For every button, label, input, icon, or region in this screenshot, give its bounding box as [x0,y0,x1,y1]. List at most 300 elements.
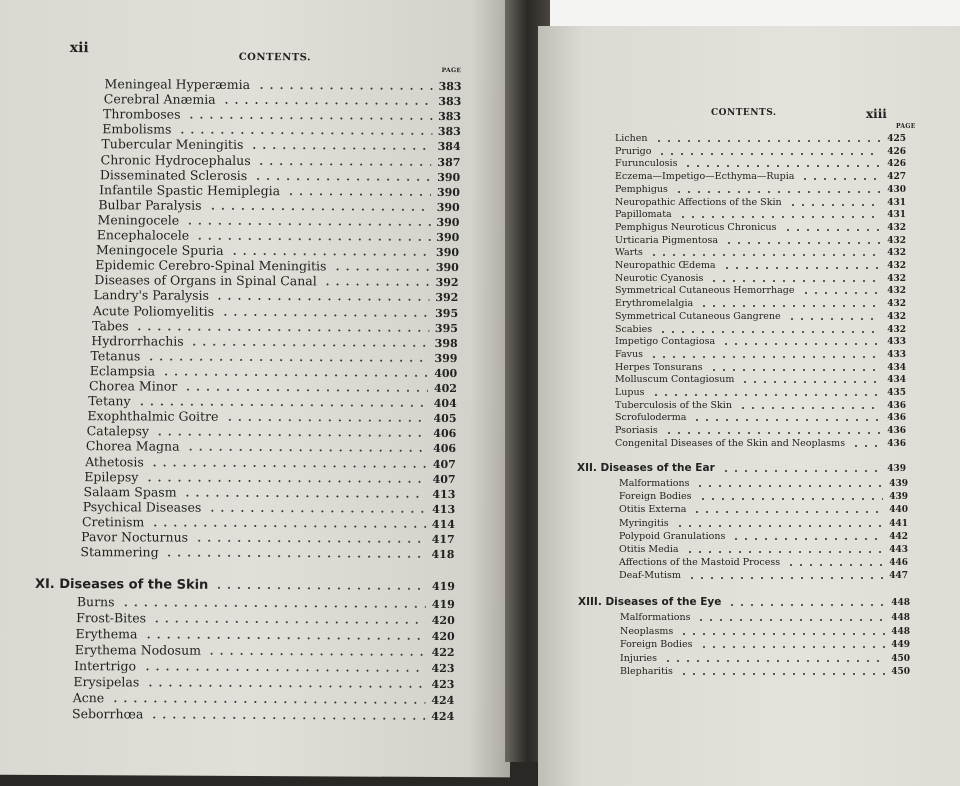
entry-page-number: 449 [891,640,910,650]
toc-entry [86,440,456,456]
dot-leader [165,555,426,558]
entry-title: Tetanus [90,347,141,364]
entry-page-number: 413 [432,502,456,516]
toc-entry [615,324,906,336]
toc-entry [620,626,910,638]
entry-title: Athetosis [85,453,144,469]
entry-page-number: 427 [887,172,906,183]
running-head: CONTENTS. [238,51,312,64]
entry-page-number: 436 [887,438,906,449]
dot-leader [215,298,429,301]
dot-leader [695,485,883,487]
entry-title: Exophthalmic Goitre [87,408,219,425]
toc-entry [91,334,457,350]
dot-leader [183,494,427,497]
entry-page-number: 395 [435,306,459,320]
dot-leader [722,267,882,269]
entry-page-number: 432 [887,222,906,233]
dot-leader [224,419,427,422]
entry-title: Molluscum Contagiosum [615,374,735,386]
entry-title: Prurigo [615,145,652,157]
toc-entry [619,570,908,582]
entry-title: Salaam Spasm [83,483,177,500]
entry-page-number: 383 [437,125,461,139]
toc-entry [615,438,906,450]
toc-entry [99,183,460,199]
entry-title: Scabies [615,323,653,335]
entry-title: Papillomata [615,209,672,221]
entry-title: Lupus [615,387,645,398]
dot-leader [256,87,433,90]
entry-title: Catalepsy [86,423,150,439]
dot-leader [332,269,429,272]
entry-title: Epilepsy [84,468,139,485]
dot-leader [679,633,885,635]
entry-page-number: 417 [431,532,455,547]
section-heading [577,463,906,475]
entry-page-number: 390 [435,261,459,275]
page-folio: xii [69,40,89,57]
dot-leader [664,432,881,434]
entry-page-number: 390 [436,185,460,199]
entry-page-number: 436 [887,426,906,437]
entry-title: Embolisms [102,121,172,137]
entry-title: Intertrigo [74,658,137,674]
entry-title: Psoriasis [615,425,658,437]
entry-title: Affections of the Mastoid Process [619,557,781,569]
entry-page-number: 392 [435,291,459,305]
dot-leader [724,242,881,244]
entry-title: Frost-Bites [76,610,147,626]
dot-leader [144,479,426,482]
entry-page-number: 398 [434,336,458,350]
dot-leader [323,284,430,287]
toc-entry [619,518,908,530]
entry-page-number: 432 [887,311,906,322]
entry-page-number: 448 [891,613,910,623]
dot-leader [709,280,881,282]
entry-page-number: 432 [887,235,906,246]
dot-leader [142,668,426,671]
dot-leader [137,403,428,407]
entry-title: Foreign Bodies [619,491,692,503]
entry-title: Blepharitis [620,666,673,677]
entry-page-number: 431 [887,197,906,208]
dot-leader [143,636,425,639]
toc-entry [615,197,906,209]
entry-page-number: 448 [891,626,910,637]
dot-leader [194,540,426,543]
entry-title: Meningeal Hyperæmia [104,76,251,92]
dot-leader [683,165,881,167]
entry-page-number: 435 [887,388,906,398]
entry-page-number: 448 [891,598,910,608]
entry-page-number: 399 [434,351,458,365]
toc-entry [615,425,906,437]
entry-title: Meningocele [97,212,180,228]
entry-title: Cerebral Anæmia [103,91,216,107]
entry-title: Congenital Diseases of the Skin and Neoplasms [615,437,846,449]
dot-leader [679,673,885,675]
section-heading [35,578,455,593]
entry-page-number: 384 [437,140,461,154]
entry-page-number: 402 [433,381,458,396]
entry-title: XIII. Diseases of the Eye [578,596,722,608]
right-page [538,26,960,786]
entry-page-number: 419 [431,579,455,594]
entry-title: Acute Poliomyelitis [92,302,215,319]
dot-leader [190,343,429,346]
dot-leader [738,407,881,409]
entry-page-number: 432 [887,248,906,259]
entry-title: Hydrorrhachis [91,332,184,349]
entry-title: Favus [615,348,643,360]
entry-page-number: 450 [891,653,910,664]
entry-page-number: 436 [887,400,906,411]
entry-title: Myringitis [619,517,669,529]
toc-entry [615,336,906,348]
entry-title: Pavor Nocturnus [81,529,189,545]
entry-title: Otitis Media [619,544,679,555]
entry-title: Malformations [619,478,690,489]
dot-leader [195,238,430,241]
entry-title: Tuberculosis of the Skin [615,399,732,411]
entry-title: Neuropathic Affections of the Skin [615,196,782,208]
dot-leader [152,620,426,623]
entry-page-number: 406 [433,427,457,441]
entry-title: Diseases of Organs in Spinal Canal [94,272,317,289]
entry-title: Eczema—Impetigo—Ecthyma—Rupia [615,171,795,183]
toc-entry [619,504,908,516]
entry-page-number: 433 [887,337,906,348]
entry-title: Meningocele Spuria [95,242,224,258]
dot-leader [675,525,884,527]
toc-entry [77,595,455,611]
entry-page-number: 426 [887,146,906,157]
entry-page-number: 425 [887,134,906,144]
entry-title: Tubercular Meningitis [101,136,244,153]
entry-page-number: 439 [889,492,908,503]
toc-entry [101,153,461,169]
entry-page-number: 426 [887,159,906,170]
entry-title: Acne [72,690,105,706]
entry-page-number: 407 [432,472,456,486]
entry-title: Pemphigus Neuroticus Chronicus [615,221,777,233]
dot-leader [249,147,431,150]
dot-leader [800,178,881,180]
entry-page-number: 405 [433,412,457,426]
entry-page-number: 387 [437,155,461,169]
toc-entry [619,557,908,569]
toc-entry [619,491,908,503]
toc-entry [85,455,456,471]
entry-page-number: 432 [887,273,906,284]
toc-entry [615,222,906,234]
dot-leader [649,254,881,256]
entry-title: XII. Diseases of the Ear [577,462,715,474]
toc-entry [100,168,460,184]
entry-page-number: 450 [891,667,910,677]
toc-entry [73,691,455,707]
entry-page-number: 395 [434,321,458,335]
entry-title: Deaf-Mutism [619,570,681,582]
entry-page-number: 433 [887,349,906,360]
section-heading [578,597,910,609]
entry-title: Lichen [615,133,648,144]
dot-leader [649,356,881,358]
dot-leader [207,653,426,656]
entry-title: Encephalocele [96,227,190,243]
toc-entry [94,289,459,305]
dot-leader [783,229,882,231]
toc-entry [615,247,906,259]
entry-page-number: 383 [438,110,462,124]
entry-title: XI. Diseases of the Skin [34,576,209,593]
dot-leader [731,538,883,540]
dot-leader [135,328,429,332]
entry-title: Landry's Paralysis [93,287,209,304]
entry-title: Tabes [92,317,129,333]
entry-title: Herpes Tonsurans [615,361,703,373]
entry-page-number: 431 [887,210,906,221]
entry-title: Infantile Spastic Hemiplegia [99,181,281,198]
dot-leader [177,132,431,135]
dot-leader [678,216,882,218]
dot-leader [698,498,884,500]
entry-title: Tetany [88,393,131,409]
entry-title: Polypoid Granulations [619,530,726,542]
entry-page-number: 420 [431,629,455,644]
page-column-label: PAGE [441,66,462,75]
toc-entry [92,319,458,335]
page-column-label: PAGE [896,123,916,130]
entry-page-number: 390 [436,246,460,260]
entry-page-number: 442 [889,531,908,542]
entry-title: Furunculosis [615,158,678,170]
dot-leader [721,343,881,345]
entry-title: Symmetrical Cutaneous Hemorrhage [615,285,795,297]
entry-page-number: 432 [887,286,906,297]
toc-entry [72,707,454,723]
dot-leader [183,389,428,392]
entry-page-number: 432 [887,324,906,335]
toc-entry [615,209,906,221]
entry-page-number: 441 [889,518,908,529]
entry-title: Disseminated Sclerosis [99,166,248,183]
entry-page-number: 390 [437,170,461,184]
toc-entry [615,362,906,374]
dot-leader [674,191,881,193]
entry-title: Symmetrical Cutaneous Gangrene [615,310,781,322]
toc-entry [615,374,906,386]
entry-page-number: 424 [431,709,455,724]
toc-entry [74,659,454,675]
toc-entry [73,675,454,691]
entry-page-number: 383 [438,79,462,94]
dot-leader [149,716,425,719]
entry-title: Eclampsia [89,363,156,379]
dot-leader [709,369,882,371]
toc-entry [101,138,460,154]
entry-page-number: 432 [887,261,906,271]
entry-title: Erythema Nodosum [74,642,202,658]
dot-leader [145,684,425,687]
entry-title: Erysipelas [73,674,140,690]
dot-leader [787,318,882,320]
toc-entry [619,531,908,543]
toc-entry [615,400,906,412]
entry-page-number: 424 [431,693,455,708]
dot-leader [699,646,886,648]
entry-title: Malformations [620,612,691,623]
entry-title: Cretinism [81,514,145,530]
dot-leader [146,358,428,361]
entry-title: Thromboses [102,106,181,122]
dot-leader [663,660,885,662]
dot-leader [150,464,427,467]
toc-entry [76,611,455,627]
dot-leader [253,178,431,181]
dot-leader [185,223,430,226]
entry-title: Urticaria Pigmentosa [615,234,718,246]
toc-entry [615,273,906,285]
dot-leader [851,445,881,447]
dot-leader [740,381,881,383]
entry-page-number: 423 [431,661,455,676]
toc-entry [619,478,908,490]
entry-page-number: 418 [431,548,455,562]
toc-entry [619,544,908,556]
dot-leader [286,193,431,196]
toc-entry [615,133,906,145]
entry-title: Scrofuloderma [615,412,687,424]
entry-page-number: 434 [887,362,906,373]
entry-page-number: 404 [433,397,457,411]
entry-title: Neurotic Cyanosis [615,272,704,284]
dot-leader [699,305,881,307]
dot-leader [727,604,885,606]
dot-leader [685,551,884,553]
toc-entry [615,146,906,158]
toc-entry [615,260,906,272]
entry-page-number: 440 [889,505,908,516]
dot-leader [150,524,426,527]
toc-entry [620,612,910,624]
dot-leader [801,292,882,294]
entry-page-number: 436 [887,413,906,424]
toc-entry [615,235,906,247]
toc-entry [620,666,910,678]
entry-page-number: 439 [889,479,908,489]
entry-title: Burns [76,594,115,610]
dot-leader [696,619,885,621]
toc-entry [620,653,910,665]
entry-title: Chronic Hydrocephalus [100,151,251,168]
entry-title: Injuries [620,652,658,664]
dot-leader [186,117,432,120]
page-folio: xiii [866,107,887,121]
dot-leader [222,102,433,105]
entry-title: Stammering [80,544,159,560]
entry-page-number: 400 [434,366,458,380]
running-head: CONTENTS. [711,108,777,118]
dot-leader [214,587,426,590]
entry-title: Psychical Diseases [82,498,202,515]
entry-title: Pemphigus [615,183,668,195]
toc-entry [615,158,906,170]
dot-leader [110,700,425,704]
entry-page-number: 446 [889,558,908,569]
dot-leader [692,419,881,421]
entry-page-number: 413 [432,487,456,501]
dot-leader [121,604,426,608]
dot-leader [161,373,428,376]
dot-leader [155,434,427,437]
entry-page-number: 392 [435,276,459,290]
toc-entry [615,387,906,399]
entry-page-number: 414 [431,517,455,531]
dot-leader [786,564,883,566]
dot-leader [687,577,883,579]
entry-title: Bulbar Paralysis [98,196,202,213]
entry-page-number: 390 [436,200,460,214]
dot-leader [654,140,882,142]
entry-title: Otitis Externa [619,504,687,516]
entry-page-number: 447 [889,571,908,582]
toc-entry [89,379,457,395]
dot-leader [651,394,882,396]
entry-page-number: 439 [887,464,906,474]
entry-title: Foreign Bodies [620,639,693,650]
dot-leader [208,208,431,211]
entry-page-number: 390 [436,230,460,245]
toc-entry [620,639,910,651]
entry-page-number: 407 [432,457,456,471]
toc-entry [615,412,906,424]
entry-page-number: 406 [433,442,457,456]
toc-entry [615,285,906,297]
entry-title: Chorea Magna [85,438,180,455]
entry-page-number: 422 [431,645,455,660]
entry-title: Chorea Minor [88,378,178,394]
entry-page-number: 390 [436,215,460,229]
dot-leader [692,511,883,513]
toc-entry [615,184,906,196]
entry-title: Seborrhœa [72,706,144,722]
dot-leader [658,331,881,333]
dot-leader [657,153,881,155]
toc-entry [615,349,906,361]
dot-leader [230,253,430,256]
toc-entry [615,311,906,323]
entry-title: Erythema [75,626,138,642]
dot-leader [721,470,881,472]
entry-title: Impetigo Contagiosa [615,336,716,348]
entry-page-number: 434 [887,375,906,386]
toc-entry [75,643,455,659]
entry-page-number: 420 [431,613,455,628]
toc-entry [84,470,455,486]
entry-page-number: 430 [887,184,906,195]
toc-entry [93,304,458,320]
entry-title: Warts [615,247,643,259]
entry-title: Neuropathic Œdema [615,260,716,271]
toc-entry [80,545,454,561]
dot-leader [186,449,428,452]
entry-page-number: 423 [431,677,455,692]
dot-leader [257,163,432,166]
dot-leader [207,510,426,513]
